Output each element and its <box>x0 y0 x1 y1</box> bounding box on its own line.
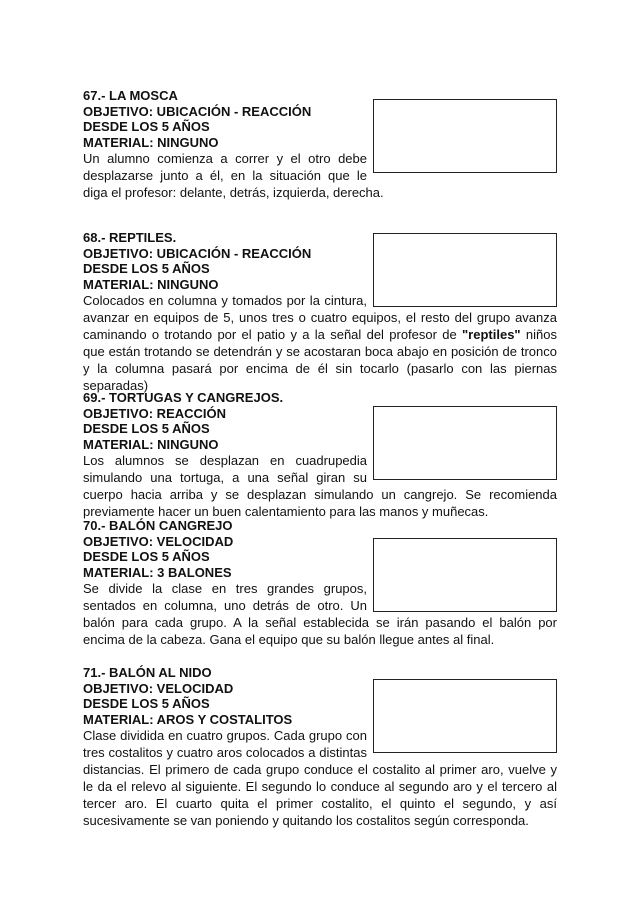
game-title: 70.- BALÓN CANGREJO <box>83 518 233 533</box>
game-objective: OBJETIVO: VELOCIDAD <box>83 680 234 696</box>
game-title: 69.- TORTUGAS Y CANGREJOS. <box>83 390 284 405</box>
game-material: MATERIAL: 3 BALONES <box>83 564 232 580</box>
game-age: DESDE LOS 5 AÑOS <box>83 549 210 565</box>
game-material: MATERIAL: NINGUNO <box>83 134 219 150</box>
description-keyword: "reptiles" <box>462 327 521 343</box>
game-68 <box>83 230 557 394</box>
game-title: 67.- LA MOSCA <box>83 88 178 103</box>
game-description: Un alumno comienza a correr y el otro debe desplazarse junto a él, en la situación que le diga el profesor: delante, detrás, izquierda, derecha. <box>83 151 384 201</box>
game-objective: OBJETIVO: UBICACIÓN - REACCIÓN <box>83 103 312 119</box>
game-material: MATERIAL: NINGUNO <box>83 436 219 452</box>
game-title: 68.- REPTILES. <box>83 230 177 245</box>
illustration-placeholder <box>373 99 557 173</box>
game-material: MATERIAL: AROS Y COSTALITOS <box>83 711 293 727</box>
game-age: DESDE LOS 5 AÑOS <box>83 421 210 437</box>
game-70 <box>83 518 557 648</box>
illustration-placeholder <box>373 538 557 612</box>
game-69 <box>83 390 557 520</box>
game-67 <box>83 88 557 201</box>
game-description: Se divide la clase en tres grandes grupos, sentados en columna, uno detrás de otro. Un balón para cada grupo. A la señal establecida se irán pasando el balón por encima de la cabeza. Gana el equipo que su balón llegue antes al final. <box>83 581 557 648</box>
game-71 <box>83 665 557 829</box>
game-objective: OBJETIVO: UBICACIÓN - REACCIÓN <box>83 245 312 261</box>
game-objective: OBJETIVO: REACCIÓN <box>83 405 227 421</box>
game-title: 71.- BALÓN AL NIDO <box>83 665 212 680</box>
game-age: DESDE LOS 5 AÑOS <box>83 119 210 135</box>
game-age: DESDE LOS 5 AÑOS <box>83 696 210 712</box>
game-age: DESDE LOS 5 AÑOS <box>83 261 210 277</box>
illustration-placeholder <box>373 679 557 753</box>
game-description: Clase dividida en cuatro grupos. Cada grupo con tres costalitos y cuatro aros colocados a distintas distancias. El primero de cada grupo conduce el costalito al primer aro, vuelve y le da el relevo al siguiente. El segundo lo conduce al segundo aro y el tercero al tercer aro. El cuarto quita el primer costalito, el quinto el segundo, y así sucesivamente se van poniendo y quitando los costalitos según corresponda. <box>83 728 557 829</box>
game-material: MATERIAL: NINGUNO <box>83 276 219 292</box>
description-text: niños que están trotando se detendrán y se acostaran boca abajo en posición de tronco y la columna pasará por encima de él sin tocarlo (pasarlo con las piernas separadas) <box>83 327 557 394</box>
illustration-placeholder <box>373 233 557 307</box>
game-objective: OBJETIVO: VELOCIDAD <box>83 533 234 549</box>
game-description <box>83 292 557 394</box>
description-text: Colocados en columna y tomados por la cintura, avanzar en equipos de 5, unos tres o cuatro equipos, el resto del grupo avanza caminando o trotando por el patio y a la señal del profesor de <box>83 293 557 343</box>
game-description: Los alumnos se desplazan en cuadrupedia simulando una tortuga, a una señal giran su cuerpo hacia arriba y se desplazan simulando un cangrejo. Se recomienda previamente hacer un buen calentamiento para las manos y muñecas. <box>83 453 557 520</box>
illustration-placeholder <box>373 406 557 480</box>
